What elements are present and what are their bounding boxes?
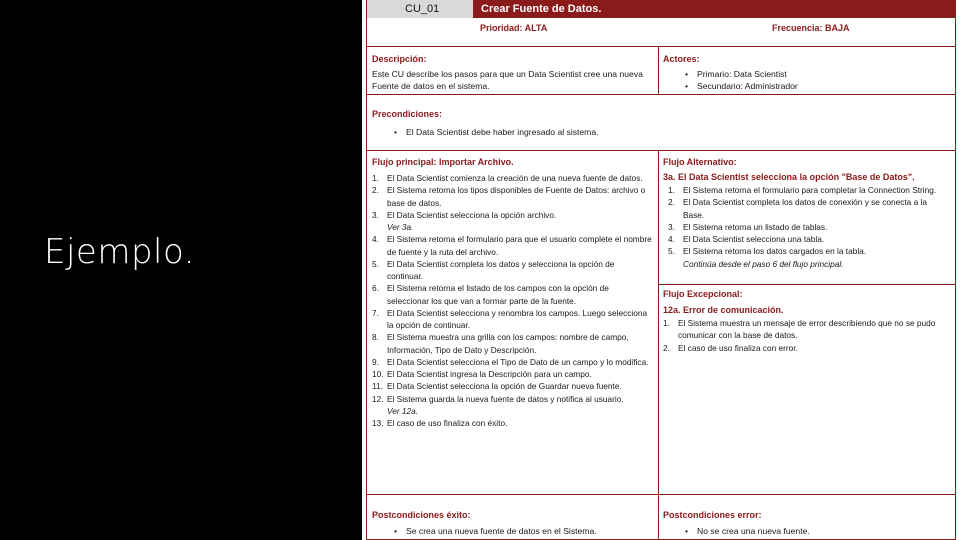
step-item	[663, 342, 948, 354]
alt-flow-label: Flujo Alternativo:	[663, 157, 737, 167]
divider	[658, 494, 659, 540]
step-item	[372, 307, 652, 332]
step-item	[372, 209, 652, 221]
step-item	[372, 393, 652, 405]
step-item	[372, 331, 652, 356]
step-item	[372, 184, 652, 209]
step-number: 1.	[372, 173, 379, 183]
step-item	[663, 317, 948, 342]
step-text: El Sistema retorna los datos cargados en la tabla.	[683, 246, 867, 257]
step-text: El Sistema retorna un listado de tablas.	[683, 221, 828, 232]
divider	[658, 284, 956, 285]
priority-frequency-row	[367, 18, 956, 47]
divider	[658, 150, 659, 494]
step-item	[668, 233, 948, 245]
use-case-id: CU_01	[367, 0, 473, 18]
frequency-label: Frecuencia: BAJA	[772, 23, 850, 33]
actors-list	[663, 68, 943, 93]
step-number: 1.	[663, 318, 670, 328]
actor-secondary: • Secundario: Administrador	[663, 80, 943, 92]
step-item	[668, 184, 948, 196]
step-number: 6.	[372, 283, 379, 294]
step-item	[668, 221, 948, 233]
step-number: 10.	[372, 369, 384, 379]
step-text: El Sistema retorna el formulario para que el usuario complete el nombre de fuente y la ruta del archivo.	[387, 234, 652, 257]
step-text: Continúa desde el paso 6 del flujo principal.	[683, 258, 844, 269]
step-number: 12.	[372, 393, 384, 404]
slide-title: Ejemplo.	[44, 232, 196, 272]
post-error-item: • No se crea una nueva fuente.	[663, 525, 943, 537]
post-success-item: • Se crea una nueva fuente de datos en el Sistema.	[372, 525, 652, 537]
main-flow-label: Flujo principal: Importar Archivo.	[372, 157, 514, 167]
step-text: Ver 12a.	[387, 405, 419, 416]
step-text: El caso de uso finaliza con éxito.	[387, 418, 508, 428]
step-text: El Data Scientist completa los datos y selecciona la opción de continuar.	[387, 258, 615, 281]
step-item	[372, 368, 652, 380]
step-number: 2.	[663, 342, 670, 353]
step-text: El Sistema retorna los tipos disponibles de Fuente de Datos: archivo o base de datos.	[387, 185, 646, 208]
exc-flow-label: Flujo Excepcional:	[663, 289, 743, 299]
actors-label: Actores:	[663, 54, 700, 64]
step-item	[668, 258, 948, 270]
divider	[367, 94, 956, 95]
step-item	[668, 196, 948, 221]
step-number: 3.	[372, 209, 379, 220]
exc-flow-list	[663, 317, 948, 354]
step-number: 4.	[668, 234, 675, 244]
step-item	[372, 356, 652, 368]
main-flow-list	[372, 172, 652, 429]
preconditions-list	[372, 126, 932, 138]
step-text: El Data Scientist comienza la creación de una nueva fuente de datos.	[387, 173, 643, 183]
step-text: El Data Scientist completa los datos de conexión y se conecta a la Base.	[683, 197, 927, 220]
use-case-document	[362, 0, 960, 540]
step-number: 5.	[668, 246, 675, 257]
description-text: Este CU describe los pasos para que un Data Scientist cree una nueva Fuente de datos en el sistema.	[372, 69, 643, 92]
step-text: El Sistema muestra un mensaje de error describiendo que no se pudo comunicar con la base de datos.	[678, 318, 936, 341]
step-item	[372, 282, 652, 307]
step-text: El Data Scientist selecciona el Tipo de Dato de un campo y lo modifica.	[387, 356, 649, 367]
step-item	[372, 258, 652, 283]
use-case-title: Crear Fuente de Datos.	[473, 0, 956, 18]
step-item	[372, 405, 652, 417]
step-number: 2.	[372, 185, 379, 196]
step-text: El Data Scientist selecciona y renombra los campos. Luego selecciona la opción de continuar.	[387, 307, 648, 330]
step-number: 11.	[372, 381, 383, 392]
post-error-list	[663, 525, 943, 537]
divider	[658, 46, 659, 94]
step-number: 1.	[668, 185, 675, 195]
step-item	[372, 233, 652, 258]
step-text: El Data Scientist ingresa la Descripción para un campo.	[387, 369, 592, 379]
step-number: 4.	[372, 234, 379, 245]
step-text: El caso de uso finaliza con error.	[678, 342, 798, 353]
step-item	[372, 172, 652, 184]
step-text: El Sistema retorna el listado de los campos con la opción de seleccionar los que van a formar parte de la fuente.	[387, 283, 609, 306]
step-text: El Data Scientist selecciona la opción archivo.	[387, 209, 557, 220]
actor-primary: • Primario: Data Scientist	[663, 68, 943, 80]
step-number: 5.	[372, 258, 379, 269]
post-success-list	[372, 525, 652, 537]
step-item	[372, 221, 652, 233]
step-number: 8.	[372, 332, 379, 343]
step-item	[372, 417, 652, 429]
preconditions-label: Precondiciones:	[372, 109, 443, 119]
divider	[367, 150, 956, 151]
step-number: 13.	[372, 418, 384, 428]
step-text: Ver 3a.	[387, 222, 414, 232]
step-text: El Sistema guarda la nueva fuente de datos y notifica al usuario.	[387, 393, 624, 404]
post-error-label: Postcondiciones error:	[663, 510, 762, 520]
step-text: El Data Scientist selecciona la opción de Guardar nueva fuente.	[387, 381, 622, 392]
post-success-label: Postcondiciones éxito:	[372, 510, 471, 520]
divider	[367, 494, 956, 495]
description-label: Descripción:	[372, 54, 427, 64]
step-number: 9.	[372, 356, 379, 367]
step-text: El Sistema muestra una grilla con los campos: nombre de campo, Información, Tipo de Dato y Descripción.	[387, 332, 629, 355]
step-number: 7.	[372, 307, 379, 318]
precondition-item: • El Data Scientist debe haber ingresado al sistema.	[372, 126, 932, 138]
step-item	[668, 245, 948, 257]
priority-label: Prioridad: ALTA	[480, 23, 548, 33]
step-text: El Data Scientist selecciona una tabla.	[683, 234, 825, 244]
step-item	[372, 380, 652, 392]
step-number: 3.	[668, 221, 675, 232]
alt-flow-title: 3a. El Data Scientist selecciona la opción "Base de Datos".	[663, 172, 915, 182]
step-number: 2.	[668, 197, 675, 208]
exc-flow-title: 12a. Error de comunicación.	[663, 305, 784, 315]
alt-flow-list	[668, 184, 948, 270]
step-text: El Sistema retorna el formulario para completar la Connection String.	[683, 185, 937, 195]
